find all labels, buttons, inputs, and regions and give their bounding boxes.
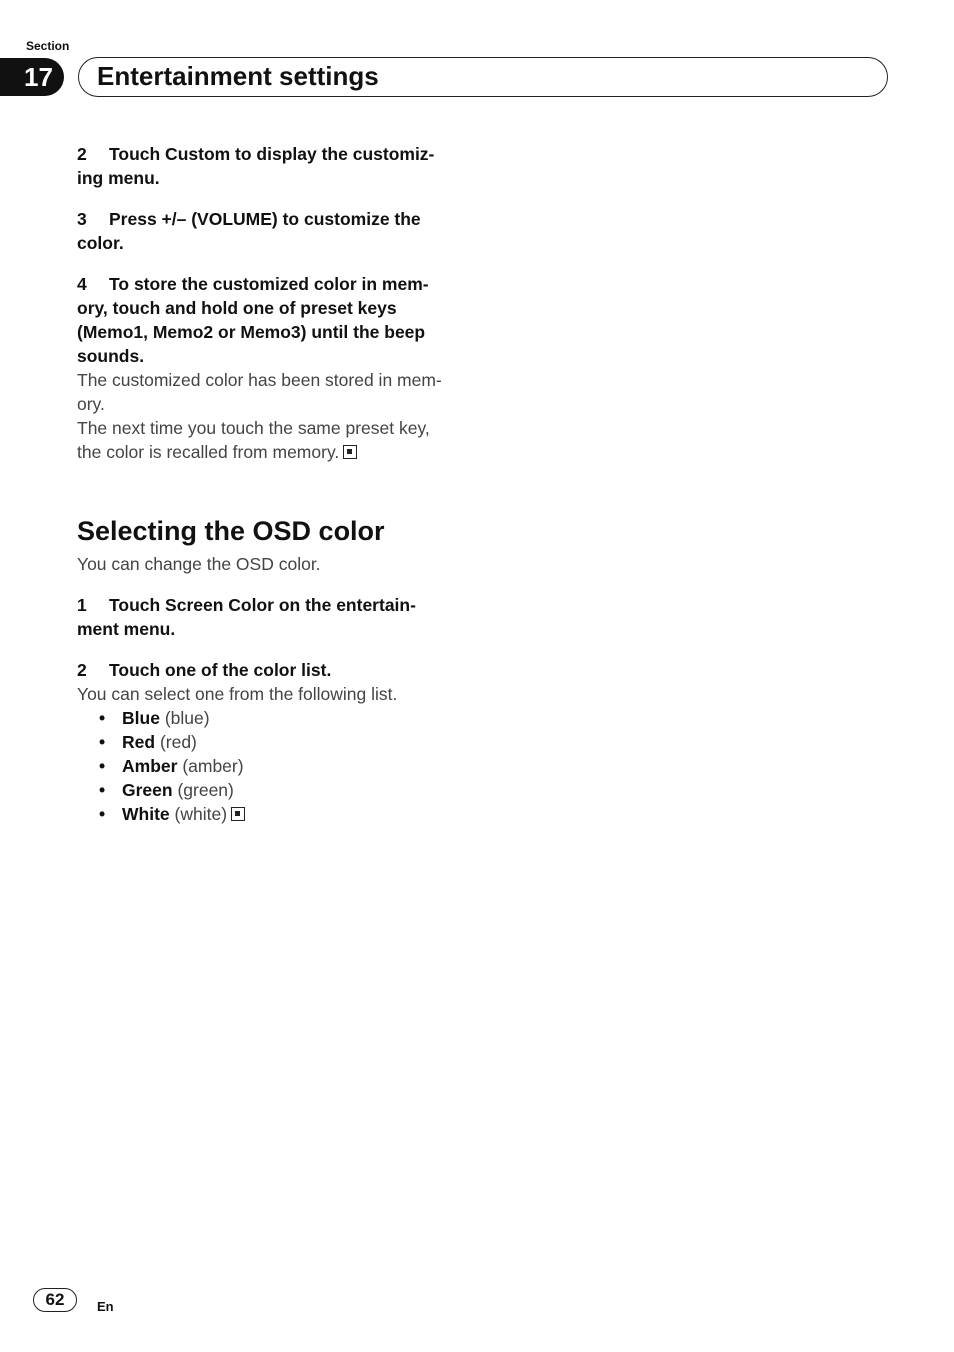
- osd-list-intro: You can select one from the following list.: [77, 684, 398, 704]
- page-number: 62: [33, 1288, 77, 1312]
- step-3-volume: 3 Press +/– (VOLUME) to customize the color.: [77, 209, 421, 253]
- color-list: [77, 706, 469, 826]
- step-4-description: The customized color has been stored in mem- ory. The next time you touch the same preset key, the color is recalled from memory.: [77, 370, 442, 462]
- section-header-bar: [78, 57, 888, 97]
- step-2-custom: 2 Touch Custom to display the customiz- ing menu.: [77, 144, 435, 188]
- list-item: • Blue (blue): [99, 706, 469, 730]
- osd-step-2: 2 Touch one of the color list.: [77, 660, 332, 680]
- step-4-store: 4 To store the customized color in mem- ory, touch and hold one of preset keys (Memo1, Memo2 or Memo3) until the beep sounds.: [77, 274, 429, 366]
- list-item: • Amber (amber): [99, 754, 469, 778]
- end-mark-icon: [343, 445, 357, 459]
- osd-intro: You can change the OSD color.: [77, 554, 321, 574]
- section-title: Entertainment settings: [97, 61, 379, 91]
- list-item: • White (white): [99, 802, 469, 826]
- page-content: [77, 142, 469, 826]
- section-number-tab: 17: [0, 58, 64, 96]
- end-mark-icon: [231, 807, 245, 821]
- list-item: • Green (green): [99, 778, 469, 802]
- osd-heading: Selecting the OSD color: [77, 516, 385, 546]
- language-code: En: [97, 1299, 114, 1314]
- section-label: Section: [26, 39, 70, 53]
- osd-step-1: 1 Touch Screen Color on the entertain- ment menu.: [77, 595, 416, 639]
- list-item: • Red (red): [99, 730, 469, 754]
